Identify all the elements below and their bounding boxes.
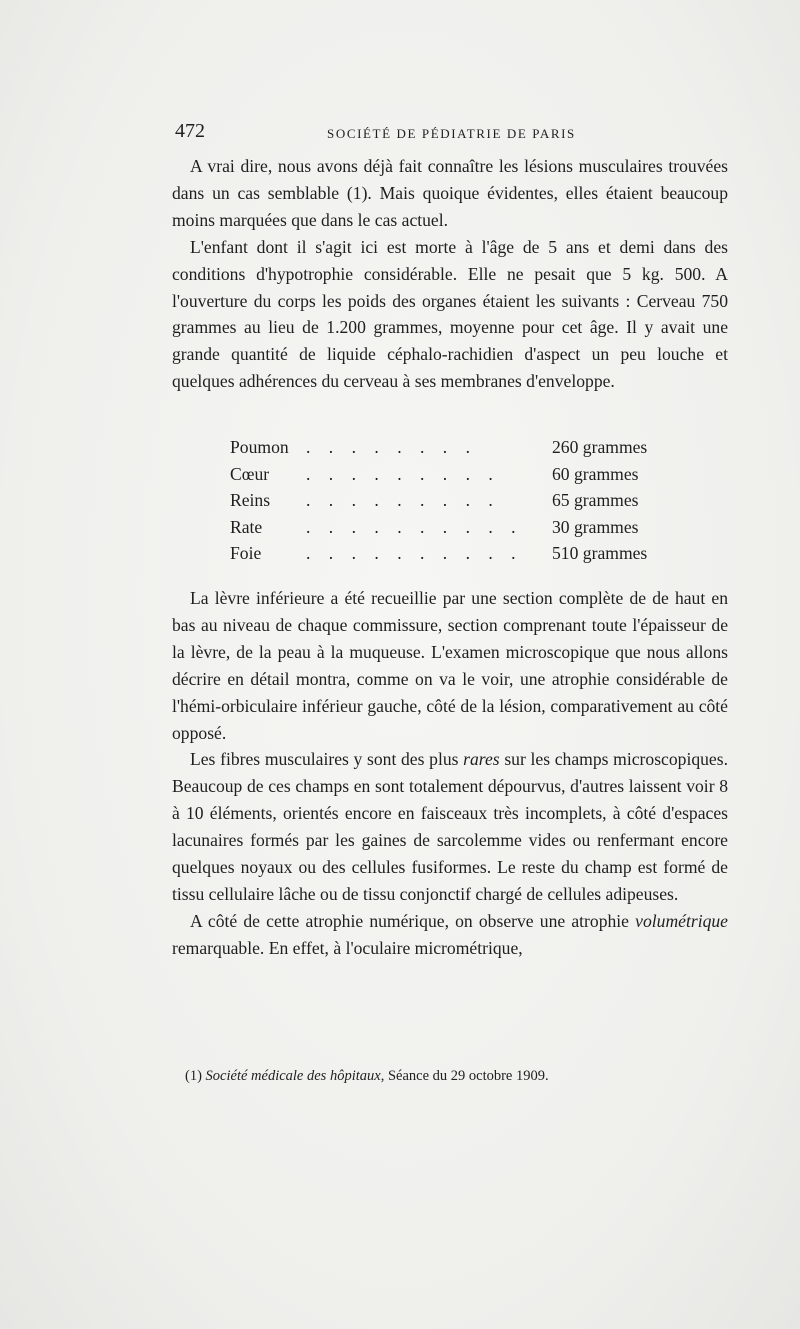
organ-row bbox=[230, 461, 680, 488]
page-number: 472 bbox=[175, 120, 205, 142]
running-head: SOCIÉTÉ DE PÉDIATRIE DE PARIS bbox=[327, 126, 576, 141]
paragraph-4-emphasis: rares bbox=[463, 749, 500, 770]
paragraph-4-start: Les fibres musculaires y sont des plus bbox=[190, 749, 464, 770]
paragraph-5 bbox=[172, 908, 728, 962]
organ-row bbox=[230, 540, 680, 567]
body-text-top bbox=[172, 153, 728, 395]
paragraph-5-end: remarquable. En effet, à l'oculaire micrométrique, bbox=[172, 937, 523, 958]
leader-dots: . . . . . . . . . bbox=[306, 490, 500, 511]
paragraph-4-end: sur les champs microscopiques. Beaucoup de ces champs en sont totalement dépourvus, d'autres laissent voir 8 à 10 éléments, orientés encore en faisceaux très incomplets, à côté d'espaces lacunaires formés par les gaines de sarcolemme vides ou renfermant encore quelques noyaux ou des cellules fusiformes. Le reste du champ est formé de tissu cellulaire lâche ou de tissu conjonctif chargé de cellules adipeuses. bbox=[172, 749, 728, 904]
paragraph-5-emphasis: volumétrique bbox=[635, 910, 728, 931]
footnote-detail: , Séance du 29 octobre 1909. bbox=[380, 1068, 549, 1084]
page-header bbox=[175, 118, 735, 148]
leader-dots: . . . . . . . . bbox=[306, 437, 477, 457]
leader-dots: . . . . . . . . . . bbox=[306, 516, 523, 537]
paragraph-3: La lèvre inférieure a été recueillie par une section complète de de haut en bas au niveau de chaque commissure, section comprenant toute l'épaisseur de la lèvre, de la peau à la muqueuse. L'examen microscopique que nous allons décrire en détail montra, comme on va le voir, une atrophie considérable de l'hémi-orbiculaire inférieur gauche, côté de la lésion, comparativement au côté opposé. bbox=[172, 588, 728, 743]
organ-row bbox=[230, 487, 680, 514]
paragraph-2: L'enfant dont il s'agit ici est morte à l'âge de 5 ans et demi dans des conditions d'hypotrophie considérable. Elle ne pesait que 5 kg. 500. A l'ouverture du corps les poids des organes étaient les suivants : Cerveau 750 grammes au lieu de 1.200 grammes, moyenne pour cet âge. Il y avait une grande quantité de liquide céphalo-rachidien d'aspect un peu louche et quelques adhérences du cerveau à ses membranes d'enveloppe. bbox=[172, 236, 728, 392]
paragraph-5-start: A côté de cette atrophie numérique, on observe une atrophie bbox=[190, 910, 636, 931]
organ-row bbox=[230, 514, 680, 541]
organ-name: Cœur bbox=[230, 463, 270, 484]
organ-weight: 65 grammes bbox=[552, 490, 639, 511]
organ-row bbox=[230, 434, 680, 461]
footnote-marker: (1) bbox=[185, 1068, 206, 1084]
organ-weight: 510 grammes bbox=[552, 543, 648, 564]
footnote bbox=[185, 1068, 725, 1085]
body-text-bottom bbox=[172, 585, 728, 962]
organ-name: Poumon bbox=[230, 437, 289, 457]
leader-dots: . . . . . . . . . . bbox=[306, 543, 523, 564]
leader-dots: . . . . . . . . . bbox=[306, 463, 500, 484]
footnote-source: Société médicale des hôpitaux bbox=[205, 1068, 381, 1084]
organ-weight: 30 grammes bbox=[552, 516, 639, 537]
organ-weight: 60 grammes bbox=[552, 463, 639, 484]
paragraph-1: A vrai dire, nous avons déjà fait connaître les lésions musculaires trouvées dans un cas semblable (1). Mais quoique évidentes, elles étaient beaucoup moins marquées que dans le cas actuel. bbox=[172, 156, 728, 230]
organ-weight: 260 grammes bbox=[552, 437, 648, 457]
paragraph-4 bbox=[172, 746, 728, 907]
organ-name: Rate bbox=[230, 516, 263, 537]
organ-name: Reins bbox=[230, 490, 271, 511]
organ-name: Foie bbox=[230, 543, 262, 564]
organ-weight-table bbox=[230, 434, 680, 567]
